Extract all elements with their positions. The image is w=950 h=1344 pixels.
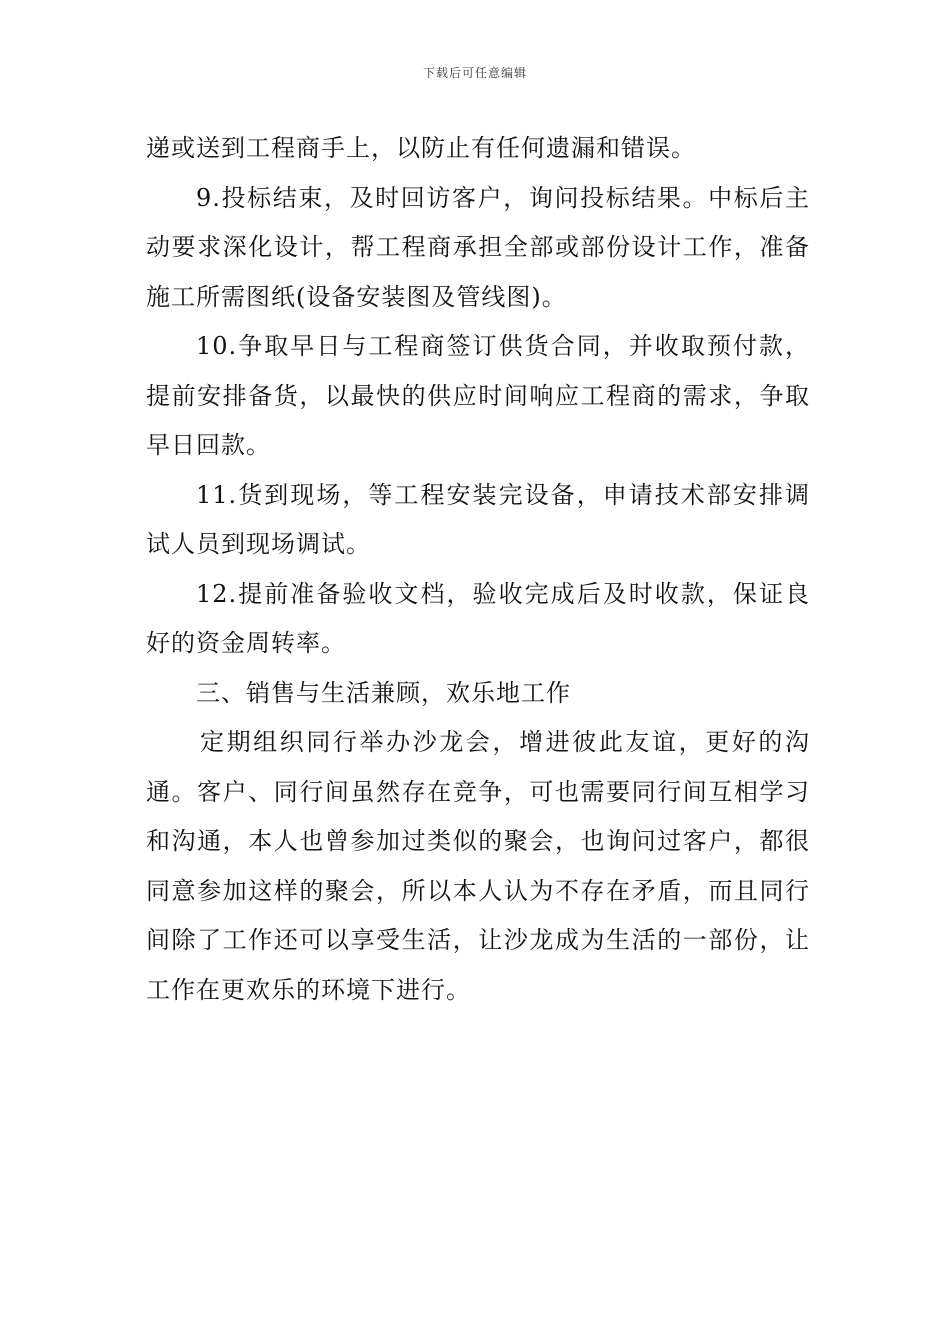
- paragraph-item-9: 9.投标结束，及时回访客户，询问投标结果。中标后主动要求深化设计，帮工程商承担全部或部份设计工作，准备施工所需图纸(设备安装图及管线图)。: [146, 183, 810, 311]
- paragraph-item-10: 10.争取早日与工程商签订供货合同，并收取预付款，提前安排备货，以最快的供应时间响应工程商的需求，争取早日回款。: [146, 332, 810, 459]
- document-body: [146, 124, 810, 1015]
- paragraph-salon: 定期组织同行举办沙龙会，增进彼此友谊，更好的沟通。客户、同行间虽然存在竞争，可也需要同行间互相学习和沟通，本人也曾参加过类似的聚会，也询问过客户，都很同意参加这样的聚会，所以本人认为不存在矛盾，而且同行间除了工作还可以享受生活，让沙龙成为生活的一部份，让工作在更欢乐的环境下进行。: [146, 728, 810, 1004]
- paragraph-item-11: 11.货到现场，等工程安装完设备，申请技术部安排调试人员到现场调试。: [146, 480, 810, 558]
- paragraph-continuation: 递或送到工程商手上，以防止有任何遗漏和错误。: [146, 134, 696, 162]
- paragraph-item-12: 12.提前准备验收文档，验收完成后及时收款，保证良好的资金周转率。: [146, 579, 810, 657]
- section-heading-three: 三、销售与生活兼顾，欢乐地工作: [196, 678, 571, 707]
- page-header: 下载后可任意编辑: [422, 66, 527, 80]
